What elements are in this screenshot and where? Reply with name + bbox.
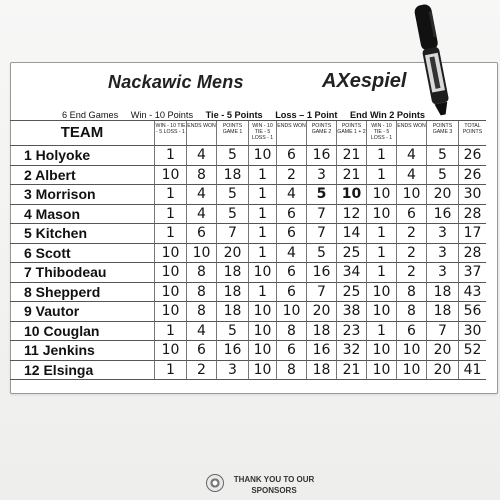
score-cell: 28 xyxy=(458,244,486,264)
team-name: 7 Thibodeau xyxy=(10,263,154,283)
team-name: 5 Kitchen xyxy=(10,224,154,244)
score-cell: 10 xyxy=(154,263,186,283)
score-cell: 6 xyxy=(396,322,426,342)
team-name: 11 Jenkins xyxy=(10,341,154,361)
score-cell: 10 xyxy=(336,185,366,205)
score-cell: 20 xyxy=(306,302,336,322)
column-header: WIN - 10 TIE - 5 LOSS - 1 xyxy=(154,121,186,146)
column-header: TOTAL POINTS xyxy=(458,121,486,146)
score-cell: 25 xyxy=(336,283,366,303)
score-cell: 18 xyxy=(216,302,248,322)
column-header: WIN - 10 TIE - 5 LOSS - 1 xyxy=(248,121,276,146)
score-cell: 8 xyxy=(186,263,216,283)
score-cell: 3 xyxy=(426,244,458,264)
score-cell: 18 xyxy=(426,302,458,322)
score-cell: 10 xyxy=(366,185,396,205)
score-cell: 1 xyxy=(154,185,186,205)
score-cell: 18 xyxy=(306,322,336,342)
score-cell: 1 xyxy=(248,244,276,264)
score-cell: 1 xyxy=(154,224,186,244)
column-header: WIN - 10 TIE - 5 LOSS - 1 xyxy=(366,121,396,146)
rules-games: 6 End Games xyxy=(62,110,119,120)
score-cell: 4 xyxy=(186,185,216,205)
sponsor-text xyxy=(228,474,320,496)
score-cell: 5 xyxy=(306,185,336,205)
score-cell: 6 xyxy=(276,341,306,361)
team-name: 2 Albert xyxy=(10,166,154,186)
score-cell: 10 xyxy=(248,263,276,283)
score-cell: 1 xyxy=(248,205,276,225)
team-column-header: TEAM xyxy=(10,121,154,146)
score-cell: 5 xyxy=(216,205,248,225)
score-cell: 4 xyxy=(396,166,426,186)
score-cell: 3 xyxy=(426,263,458,283)
score-cell: 8 xyxy=(186,283,216,303)
column-header: ENDS WON xyxy=(186,121,216,146)
score-cell: 8 xyxy=(276,322,306,342)
score-cell: 8 xyxy=(276,361,306,381)
score-cell: 1 xyxy=(366,322,396,342)
score-cell: 4 xyxy=(276,244,306,264)
score-cell: 1 xyxy=(366,166,396,186)
board-title: Nackawic Mens xyxy=(108,72,244,92)
score-cell: 1 xyxy=(154,361,186,381)
score-cell: 2 xyxy=(186,361,216,381)
score-cell: 5 xyxy=(216,185,248,205)
score-cell: 1 xyxy=(248,224,276,244)
sponsor-line-1: THANK YOU TO OUR xyxy=(233,475,315,484)
score-cell: 6 xyxy=(276,224,306,244)
score-cell: 10 xyxy=(154,341,186,361)
team-name: 1 Holyoke xyxy=(10,146,154,166)
score-cell: 5 xyxy=(426,146,458,166)
score-cell: 7 xyxy=(306,283,336,303)
score-cell: 7 xyxy=(306,205,336,225)
score-cell: 10 xyxy=(396,341,426,361)
score-cell: 5 xyxy=(306,244,336,264)
score-cell: 3 xyxy=(306,166,336,186)
score-cell: 6 xyxy=(396,205,426,225)
sponsor-banner xyxy=(200,468,330,500)
score-cell: 16 xyxy=(306,146,336,166)
score-cell: 38 xyxy=(336,302,366,322)
score-cell: 16 xyxy=(306,341,336,361)
score-cell: 10 xyxy=(248,361,276,381)
score-cell: 7 xyxy=(216,224,248,244)
board-brand: AXespiel xyxy=(322,70,407,92)
score-cell: 14 xyxy=(336,224,366,244)
score-cell: 21 xyxy=(336,361,366,381)
score-cell: 26 xyxy=(458,166,486,186)
score-cell: 2 xyxy=(276,166,306,186)
column-header: POINTS GAME 2 xyxy=(306,121,336,146)
score-cell: 1 xyxy=(366,224,396,244)
score-cell: 16 xyxy=(216,341,248,361)
score-cell: 1 xyxy=(366,146,396,166)
score-cell: 10 xyxy=(154,283,186,303)
score-cell: 10 xyxy=(366,341,396,361)
column-header: POINTS GAME 3 xyxy=(426,121,458,146)
score-cell: 10 xyxy=(186,244,216,264)
score-cell: 16 xyxy=(426,205,458,225)
score-cell: 8 xyxy=(396,302,426,322)
score-cell: 18 xyxy=(216,283,248,303)
score-cell: 5 xyxy=(216,322,248,342)
score-cell: 37 xyxy=(458,263,486,283)
score-cell: 1 xyxy=(248,185,276,205)
score-cell: 10 xyxy=(366,302,396,322)
column-header: POINTS GAME 1 + 2 xyxy=(336,121,366,146)
score-cell: 4 xyxy=(276,185,306,205)
score-cell: 4 xyxy=(186,205,216,225)
score-cell: 28 xyxy=(458,205,486,225)
score-cell: 10 xyxy=(366,361,396,381)
score-cell: 4 xyxy=(186,322,216,342)
score-cell: 21 xyxy=(336,146,366,166)
score-cell: 8 xyxy=(186,166,216,186)
score-cell: 3 xyxy=(426,224,458,244)
score-cell: 10 xyxy=(396,361,426,381)
score-cell: 6 xyxy=(276,146,306,166)
score-cell: 18 xyxy=(306,361,336,381)
score-cell: 4 xyxy=(396,146,426,166)
column-header: ENDS WON xyxy=(396,121,426,146)
rules-loss: Loss – 1 Point xyxy=(275,110,338,120)
score-cell: 10 xyxy=(154,166,186,186)
score-cell: 2 xyxy=(396,224,426,244)
score-cell: 6 xyxy=(276,205,306,225)
sponsor-logo-icon xyxy=(206,474,224,492)
score-cell: 10 xyxy=(276,302,306,322)
score-cell: 1 xyxy=(154,322,186,342)
column-header: POINTS GAME 1 xyxy=(216,121,248,146)
score-cell: 30 xyxy=(458,322,486,342)
score-cell: 12 xyxy=(336,205,366,225)
score-cell: 1 xyxy=(366,263,396,283)
sponsor-line-2: SPONSORS xyxy=(251,486,297,495)
score-cell: 18 xyxy=(426,283,458,303)
team-name: 3 Morrison xyxy=(10,185,154,205)
team-name: 12 Elsinga xyxy=(10,361,154,381)
team-name: 9 Vautor xyxy=(10,302,154,322)
score-cell: 25 xyxy=(336,244,366,264)
score-cell: 10 xyxy=(154,302,186,322)
score-cell: 52 xyxy=(458,341,486,361)
score-cell: 16 xyxy=(306,263,336,283)
column-header: ENDS WON xyxy=(276,121,306,146)
score-cell: 18 xyxy=(216,263,248,283)
score-cell: 2 xyxy=(396,263,426,283)
team-name: 8 Shepperd xyxy=(10,283,154,303)
score-cell: 7 xyxy=(426,322,458,342)
rules-end-win: End Win 2 Points xyxy=(350,110,425,120)
score-cell: 41 xyxy=(458,361,486,381)
score-cell: 1 xyxy=(248,166,276,186)
score-cell: 1 xyxy=(154,205,186,225)
score-cell: 17 xyxy=(458,224,486,244)
score-cell: 23 xyxy=(336,322,366,342)
score-cell: 21 xyxy=(336,166,366,186)
score-cell: 10 xyxy=(366,205,396,225)
team-name: 4 Mason xyxy=(10,205,154,225)
score-cell: 10 xyxy=(366,283,396,303)
score-cell: 6 xyxy=(186,224,216,244)
score-cell: 32 xyxy=(336,341,366,361)
score-cell: 10 xyxy=(248,146,276,166)
score-cell: 20 xyxy=(216,244,248,264)
score-cell: 5 xyxy=(216,146,248,166)
rules-win: Win - 10 Points xyxy=(130,110,194,120)
score-cell: 26 xyxy=(458,146,486,166)
score-cell: 34 xyxy=(336,263,366,283)
score-cell: 2 xyxy=(396,244,426,264)
score-cell: 8 xyxy=(186,302,216,322)
score-cell: 18 xyxy=(216,166,248,186)
score-cell: 10 xyxy=(396,185,426,205)
score-cell: 6 xyxy=(276,263,306,283)
score-cell: 10 xyxy=(248,341,276,361)
score-cell: 56 xyxy=(458,302,486,322)
rules-tie: Tie - 5 Points xyxy=(205,110,263,120)
score-cell: 5 xyxy=(426,166,458,186)
score-cell: 10 xyxy=(248,322,276,342)
score-cell: 1 xyxy=(154,146,186,166)
score-cell: 1 xyxy=(366,244,396,264)
score-cell: 6 xyxy=(276,283,306,303)
score-cell: 7 xyxy=(306,224,336,244)
score-cell: 6 xyxy=(186,341,216,361)
score-cell: 20 xyxy=(426,185,458,205)
score-cell: 1 xyxy=(248,283,276,303)
team-name: 6 Scott xyxy=(10,244,154,264)
score-cell: 20 xyxy=(426,341,458,361)
score-cell: 3 xyxy=(216,361,248,381)
score-cell: 43 xyxy=(458,283,486,303)
score-cell: 10 xyxy=(154,244,186,264)
team-name: 10 Couglan xyxy=(10,322,154,342)
score-cell: 4 xyxy=(186,146,216,166)
score-cell: 30 xyxy=(458,185,486,205)
score-cell: 10 xyxy=(248,302,276,322)
score-cell: 20 xyxy=(426,361,458,381)
score-cell: 8 xyxy=(396,283,426,303)
